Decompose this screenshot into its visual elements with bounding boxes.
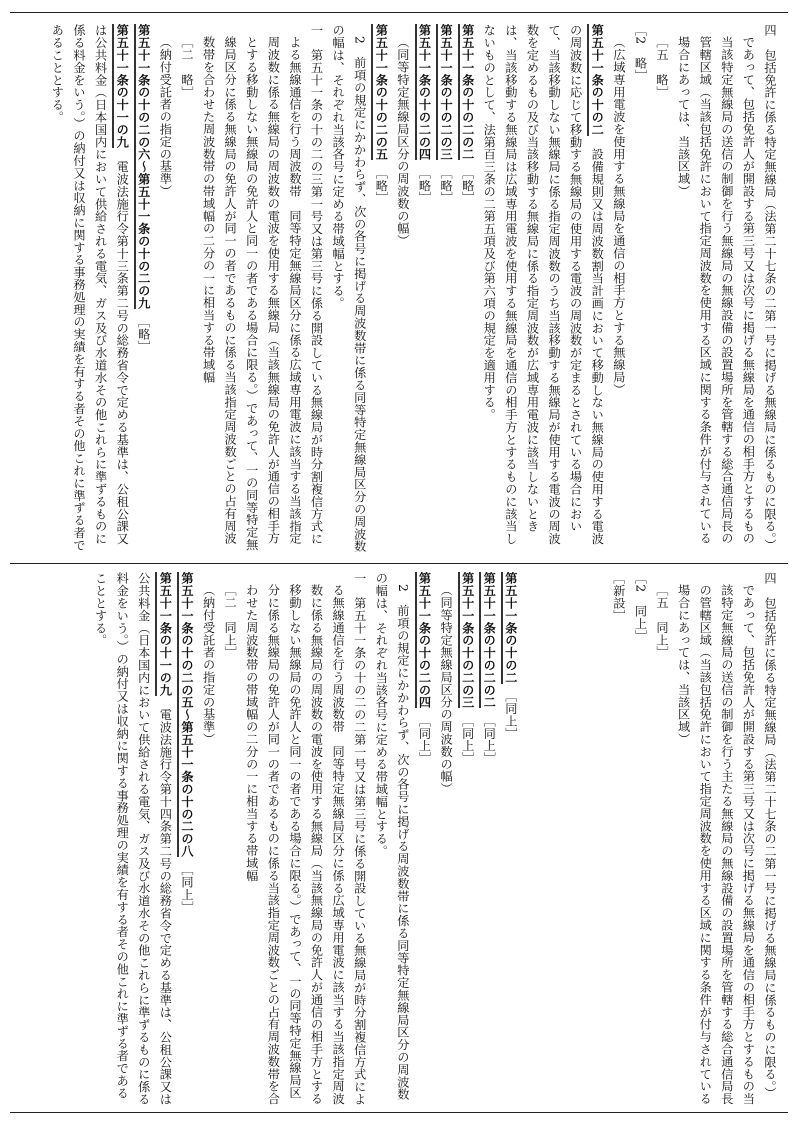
- article-number: 第五十一条の十の二の四: [415, 24, 432, 160]
- bottom-rule: [10, 1112, 788, 1113]
- upper-paragraph: [629, 24, 651, 556]
- upper-paragraph: [197, 24, 327, 556]
- upper-paragraph: [154, 24, 176, 556]
- article-number: 第五十一条の十の二の五: [371, 24, 388, 160]
- paragraph-text: [569, 572, 583, 584]
- paragraph-text: ［略］: [417, 160, 432, 204]
- upper-paragraph: [478, 24, 608, 556]
- article-number: 第五十一条の十の二の六～第五十一条の十の二の九: [134, 24, 151, 309]
- paragraph-text: 四 包括免許に係る特定無線局（法第二十七条の二第一号に掲げる無線局に係るものに限る。）であって、包括免許人が開設する第三号又は次号に掲げる無線局を通信の相手方とするもの当該特定無線局の送信の制御を行う無線局の無線設備の設置場所を管轄する総合通信局長の管轄区域（当該包括免許において指定周波数を使用する区域に関する条件が付与されている場合にあっては、当該区域）: [676, 24, 777, 552]
- paragraph-text: （同等特定無線局区分の周波数の幅）: [439, 584, 454, 795]
- lower-paragraph: [197, 572, 219, 1106]
- lower-panel-current-text: [18, 572, 780, 1106]
- article-number: 第五十一条の十の二の二: [458, 24, 475, 160]
- article-number: 第五十一条の十の二の三: [458, 572, 475, 708]
- paragraph-text: [547, 572, 561, 584]
- lower-paragraph: [542, 572, 564, 1106]
- top-rule: [10, 12, 788, 13]
- lower-paragraph: [175, 572, 197, 1106]
- paragraph-text: ［略］: [439, 160, 454, 204]
- lower-columns: [18, 572, 780, 1106]
- paragraph-text: ［同上］: [482, 708, 497, 765]
- paragraph-text: ［同上］: [460, 708, 475, 765]
- paragraph-text: 設備規則又は周波数割当計画において移動しない無線局の使用する電波の周波数に応じて移動する無線局の使用する電波の周波数が定まるとされている場合において、当該移動しない無線局に係る指定周波数のうち当該移動する無線局が使用する電波の周波数を定めるもの及び当該移動する無線局に係る指定周波数が広域専用電波に該当しないときは、当該移動する無線局は広域専用電波を使用する無線局を通信の相手方とするものに該当しないものとして、法第百三条の二第五項及び第六項の規定を適用する。: [482, 24, 605, 545]
- lower-paragraph: [219, 572, 241, 1106]
- paragraph-text: ［2 同上］: [633, 572, 648, 642]
- middle-rule: [10, 563, 788, 564]
- upper-paragraph: [327, 24, 370, 556]
- lower-paragraph: [89, 572, 175, 1106]
- lower-paragraph: [629, 572, 651, 1106]
- upper-paragraph: [391, 24, 413, 556]
- lower-paragraph: [672, 572, 780, 1106]
- lower-paragraph: [478, 572, 500, 1106]
- upper-paragraph: [370, 24, 392, 556]
- article-number: 第五十一条の十の二の三: [436, 24, 453, 160]
- paragraph-text: 四 包括免許に係る特定無線局（法第二十七条の二第一号に掲げる無線局に係るものに限る。）であって、包括免許人が開設する第三号又は次号に掲げる無線局を通信の相手方とするもの当該特定無線局の送信の制御を行う主たる無線局の無線設備の設置場所を管轄する総合通信局長の管轄区域（当該包括免許において指定周波数を使用する区域に関する条件が付与されている場合にあっては、当該区域）: [676, 572, 777, 1105]
- paragraph-text: ［五 同上］: [655, 584, 670, 659]
- upper-paragraph: [175, 24, 197, 556]
- lower-paragraph: [607, 572, 629, 1106]
- paragraph-text: ［同上］: [503, 683, 518, 740]
- upper-columns: [18, 24, 780, 556]
- upper-paragraph: [435, 24, 457, 556]
- paragraph-text: ［略］: [374, 160, 389, 204]
- paragraph-text: [590, 572, 604, 584]
- paragraph-text: [525, 572, 539, 584]
- lower-paragraph: [240, 572, 370, 1106]
- paragraph-text: ［二 同上］: [223, 584, 238, 659]
- lower-paragraph: [456, 572, 478, 1106]
- upper-paragraph: [46, 24, 132, 556]
- article-number: 第五十一条の十の二の四: [415, 572, 432, 708]
- upper-paragraph: [672, 24, 780, 556]
- upper-paragraph: [607, 24, 629, 556]
- lower-paragraph: [370, 572, 413, 1106]
- lower-paragraph: [650, 572, 672, 1106]
- lower-paragraph: [499, 572, 521, 1106]
- article-number: 第五十一条の十の二: [587, 24, 604, 136]
- paragraph-text: 2 前項の規定にかかわらず、次の各号に掲げる周波数帯に係る同等特定無線局区分の周波数の幅は、それぞれ当該各号に定める帯域幅とする。: [331, 24, 367, 553]
- article-number: 第五十一条の十の二の二: [479, 572, 496, 708]
- paragraph-text: ［同上］: [179, 857, 194, 914]
- paragraph-text: ［同上］: [417, 708, 432, 765]
- paragraph-text: 電波法施行令第十三条第二号の総務省令で定める基準は、公租公課又は公共料金（日本国内において供給される電気、ガス及び水道水その他これらに準ずるものに係る料金をいう。）の納付又は収納に関する事務処理の実績を有する者その他これに準ずる者であることとする。: [50, 24, 130, 552]
- paragraph-text: （納付受託者の指定の基準）: [158, 36, 173, 198]
- paragraph-text: 電波法施行令第十四条第二号の総務省令で定める基準は、公租公課又は公共料金（日本国内において供給される電気、ガス及び水道水その他これらに準ずるものに係る料金をいう。）の納付又は収納に関する事務処理の実績を有する者その他これに準ずる者であることとする。: [93, 572, 173, 1106]
- upper-paragraph: [650, 24, 672, 556]
- lower-paragraph: [435, 572, 457, 1106]
- paragraph-text: （納付受託者の指定の基準）: [201, 584, 216, 746]
- paragraph-text: ［二 略］: [179, 36, 194, 99]
- lower-paragraph: [413, 572, 435, 1106]
- article-number: 第五十一条の十の二の五～第五十一条の十の二の八: [177, 572, 194, 857]
- lower-paragraph: [521, 572, 543, 1106]
- paragraph-text: 2 前項の規定にかかわらず、次の各号に掲げる周波数帯に係る同等特定無線局区分の周波数の幅は、それぞれ当該各号に定める帯域幅とする。: [374, 572, 410, 1101]
- paragraph-text: ［新設］: [611, 572, 626, 622]
- paragraph-text: 一 第五十一条の十の二の三第一号又は第三号に係る開設している無線局が時分割複信方式による無線通信を行う周波数帯 同等特定無線局区分に係る広域専用電波に該当する当該指定周波数に係る無線局の周波数の電波を使用する無線局（当該無線局の免許人が通信の相手方とする移動しない無線局の免許人と同一の者である場合に限る。）であって、一の同等特定無線局区分に係る無線局の免許人が同一の者であるものに係る当該指定周波数ごとの占有周波数帯を合わせた周波数帯の帯域幅の二分の一に相当する帯域幅: [201, 24, 324, 551]
- upper-paragraph: [456, 24, 478, 556]
- article-number: 第五十一条の十一の九: [155, 572, 172, 696]
- paragraph-text: ［五 略］: [655, 36, 670, 99]
- upper-panel-revised-text: [18, 24, 780, 556]
- lower-paragraph: [564, 572, 586, 1106]
- upper-paragraph: [132, 24, 154, 556]
- upper-paragraph: [413, 24, 435, 556]
- paragraph-text: ［略］: [136, 309, 151, 353]
- paragraph-text: （同等特定無線局区分の周波数の幅）: [395, 36, 410, 247]
- article-number: 第五十一条の十一の九: [112, 24, 129, 148]
- paragraph-text: ［2 略］: [633, 24, 648, 82]
- lower-paragraph: [586, 572, 608, 1106]
- paragraph-text: 一 第五十一条の十の二の二第一号又は第三号に係る開設している無線局が時分割複信方式による無線通信を行う周波数帯 同等特定無線局区分に係る広域専用電波に該当する当該指定周波数に係る無線局の周波数の電波を使用する無線局（当該無線局の免許人が通信の相手方とする移動しない無線局の免許人と同一の者である場合に限る。）であって、一の同等特定無線局区分に係る無線局の免許人が同一の者であるものに係る当該指定周波数ごとの占有周波数帯を合わせた周波数帯の帯域幅の二分の一に相当する帯域幅: [244, 572, 367, 1106]
- article-number: 第五十一条の十の二: [501, 572, 518, 684]
- paragraph-text: （広域専用電波を使用する無線局を通信の相手方とする無線局）: [611, 36, 626, 396]
- paragraph-text: ［略］: [460, 160, 475, 204]
